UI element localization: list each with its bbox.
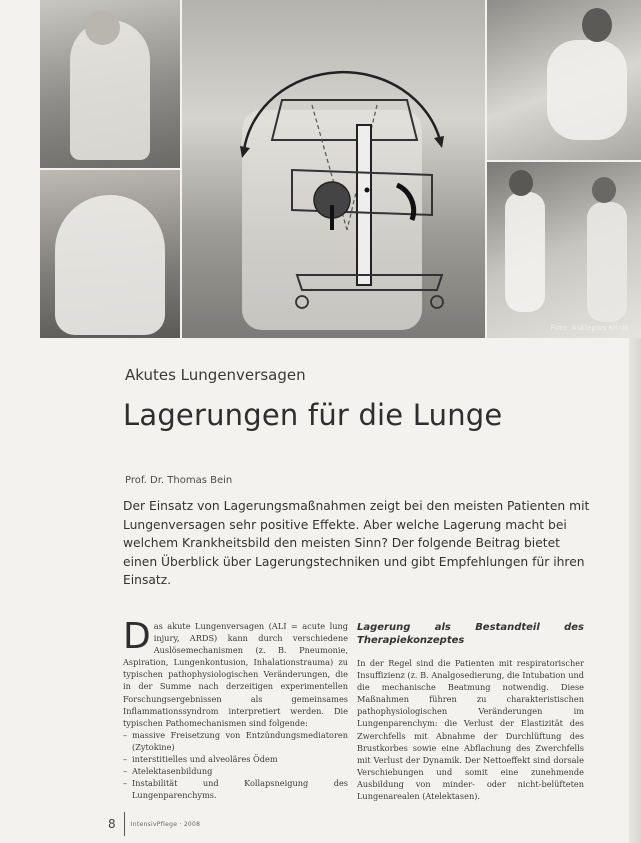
body-column-right (357, 621, 584, 802)
list-item: – Atelektasenbildung (123, 765, 348, 777)
rotation-bed-diagram (182, 0, 485, 338)
footer-divider (124, 812, 125, 836)
drop-cap: D (123, 616, 151, 657)
body-left-text: as akute Lungenversagen (ALI = acute lung injury, ARDS) kann durch verschiedene Auslösemechanismen (z. B. Pneumonie, Aspiration, Lungenkontusion, Inhalationstrauma) zu typischen pathophysiologischen Veränderungen, die in der Summe nach derzeitigen experimentellen Forschungsergebnissen als gemeinsames Inflammationssyndrom interpretiert werden. Die typischen Pathomechanismen sind folgende: (123, 621, 348, 728)
list-item: – interstitielles und alveoläres Ödem (123, 753, 348, 765)
body-column-left (123, 616, 348, 801)
section-heading: Lagerung als Bestandteil des Therapiekonzeptes (357, 622, 584, 646)
article-kicker: Akutes Lungenversagen (125, 366, 306, 384)
pathomechanism-list (123, 729, 348, 802)
article-lead: Der Einsatz von Lagerungsmaßnahmen zeigt bei den meisten Patienten mit Lungenversagen sehr positive Effekte. Aber welche Lagerung macht bei welchem Krankheitsbild den meisten Sinn? Der folgende Beitrag bietet einen Überblick über Lagerungstechniken und gibt Empfehlungen für ihren Einsatz. (123, 499, 590, 588)
page-number: 8 (108, 817, 116, 831)
page-edge (629, 338, 641, 843)
photo-nurse-positioning (487, 0, 641, 160)
photo-credit: Foto: Asklepios Klinik (550, 324, 629, 332)
list-item: – Instabilität und Kollapsneigung des Lungenparenchyms. (123, 777, 348, 801)
page-footer (108, 812, 200, 836)
article-author: Prof. Dr. Thomas Bein (125, 475, 233, 486)
photo-collage (40, 0, 641, 338)
photo-patient-supine (40, 0, 180, 168)
publication-name: IntensivPflege · 2008 (130, 820, 201, 828)
photo-patient-wrapped (40, 170, 180, 338)
body-right-text: In der Regel sind die Patienten mit respiratorischer Insuffizienz (z. B. Analgosedierung, die Intubation und die mechanische Beatmung notwendig. Diese Maßnahmen führen zu charakteristischen pathophysiologischen Veränderungen im Lungenparenchym: die Verlust der Elastizität des Zwerchfells mit Abnahme der Durchlüftung des Brustkorbes sowie eine Abflachung des Zwerchfells mit Verlust der Dynamik. Der Nettoeffekt sind dorsale Verschiebungen und somit eine zunehmende Ausbildung von minder- oder nicht-belüfteten Lungenarealen (Atelektasen). (357, 658, 584, 802)
article-title: Lagerungen für die Lunge (123, 398, 503, 432)
list-item: – massive Freisetzung von Entzündungsmediatoren (Zytokine) (123, 729, 348, 753)
photo-nurses-at-bed (487, 162, 641, 338)
